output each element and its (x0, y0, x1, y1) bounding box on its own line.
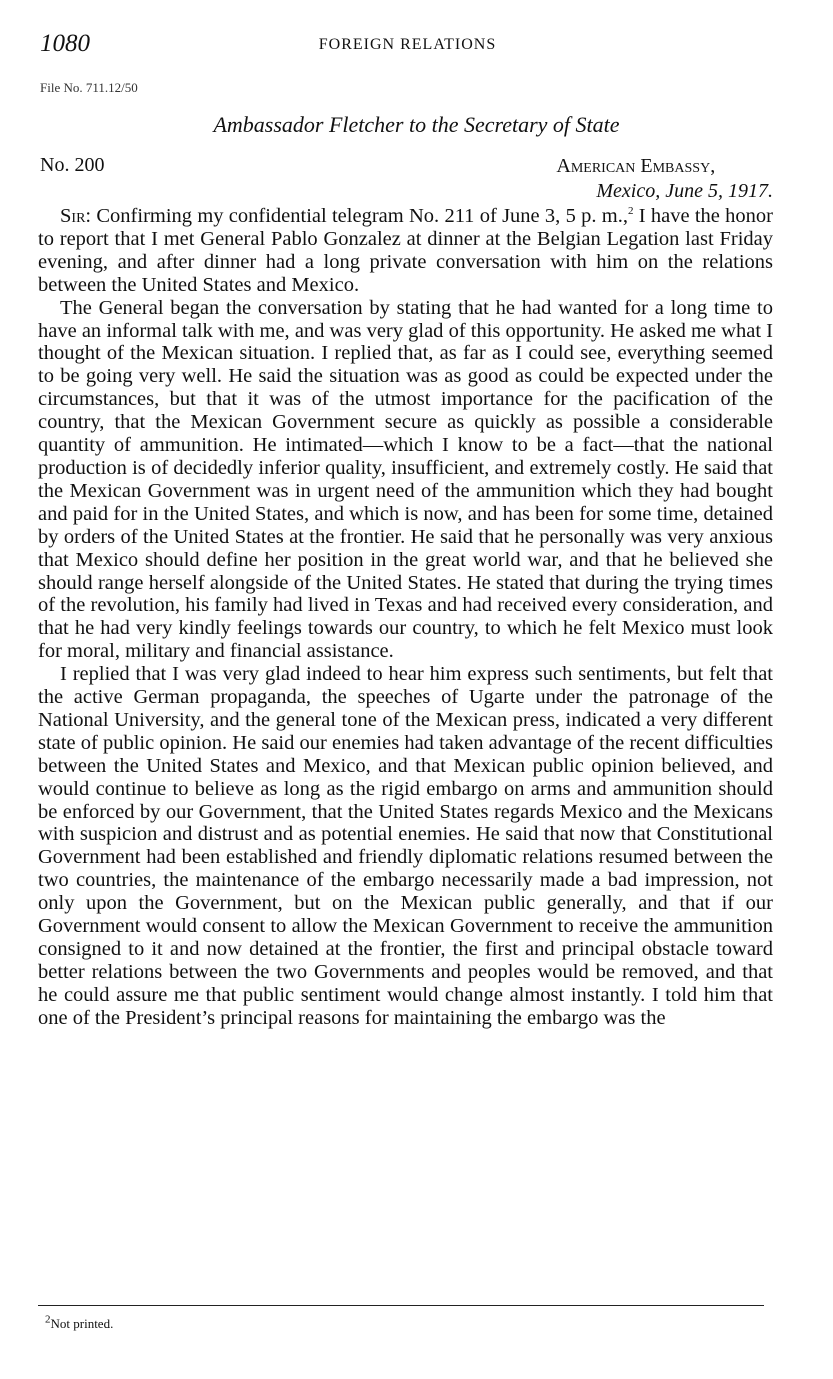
document-number: No. 200 (40, 154, 105, 176)
salutation: Sir (60, 205, 86, 227)
letter-body (38, 205, 773, 1030)
paragraph-3: I replied that I was very glad indeed to hear him express such sentiments, but felt that the active German propaganda, the speeches of Ugarte under the patronage of the National University, and the general tone of the Mexican press, indicated a very different state of public opinion. He said our enemies had taken advantage of the recent difficulties between the United States and Mexico, and that Mexican public opinion believed, and would continue to believe as long as the rigid embargo on arms and ammunition should be enforced by our Government, that the United States regards Mexico and the Mexicans with suspicion and distrust and as potential enemies. He said that now that Constitutional Government had been established and friendly diplomatic relations resumed between the two countries, the maintenance of the embargo necessarily made a bad impression, not only upon the Government, but on the Mexican public generally, and that if our Government would consent to allow the Mexican Government to receive the ammunition consigned to it and now detained at the frontier, the first and principal obstacle toward better relations between the two Governments and peoples would be removed, and that he could assure me that public sentiment would change almost instantly. I told him that one of the President’s principal reasons for maintaining the embargo was the (38, 663, 773, 1029)
file-number: File No. 711.12/50 (40, 80, 138, 95)
paragraph-1-rest: I have the honor to report that I met General Pablo Gonzalez at dinner at the Belgian Legation last Friday evening, and after dinner had a long private conversation with him on the relations between the United States and Mexico. (38, 205, 773, 296)
running-head: FOREIGN RELATIONS (318, 36, 497, 53)
document-title: Ambassador Fletcher to the Secretary of State (213, 112, 620, 137)
page-header (40, 30, 775, 64)
paragraph-2: The General began the conversation by stating that he had wanted for a long time to have an informal talk with me, and was very glad of this opportunity. He asked me what I thought of the Mexican situation. I replied that, as far as I could see, everything seemed to be going very well. He said the situation was as good as could be expected under the circumstances, but that it was of the utmost importance for the pacification of the country, that the Mexican Government secure as quickly as possible a considerable quantity of ammunition. He intimated—which I know to be a fact—that the national production is of decidedly inferior quality, insufficient, and extremely costly. He said that the Mexican Government was in urgent need of the ammunition which they had bought and paid for in the United States, and which is now, and has been for some time, detained by orders of the United States at the frontier. He said that he personally was very anxious that Mexico should define her position in the great world war, and that he believed she should range herself alongside of the United States. He stated that during the trying times of the revolution, his family had lived in Texas and had received every consideration, and that he had very kindly feelings towards our country, to which he felt Mexico must look for moral, military and financial assistance. (38, 296, 773, 663)
footnote (45, 1313, 114, 1332)
footnote-text: Not printed. (50, 1316, 114, 1331)
footnote-rule (38, 1305, 764, 1306)
embassy-block (556, 154, 773, 204)
page-number: 1080 (40, 30, 90, 57)
place-date: Mexico, June 5, 1917. (596, 180, 773, 202)
footnote-mark: 2 (45, 1313, 51, 1326)
footnote-reference: 2 (627, 205, 634, 218)
embassy-name: American Embassy, (556, 155, 716, 177)
paragraph-1 (38, 205, 773, 297)
paragraph-1-lead: : Confirming my confidential telegram No. 211 of June 3, 5 p. m., (85, 205, 628, 227)
